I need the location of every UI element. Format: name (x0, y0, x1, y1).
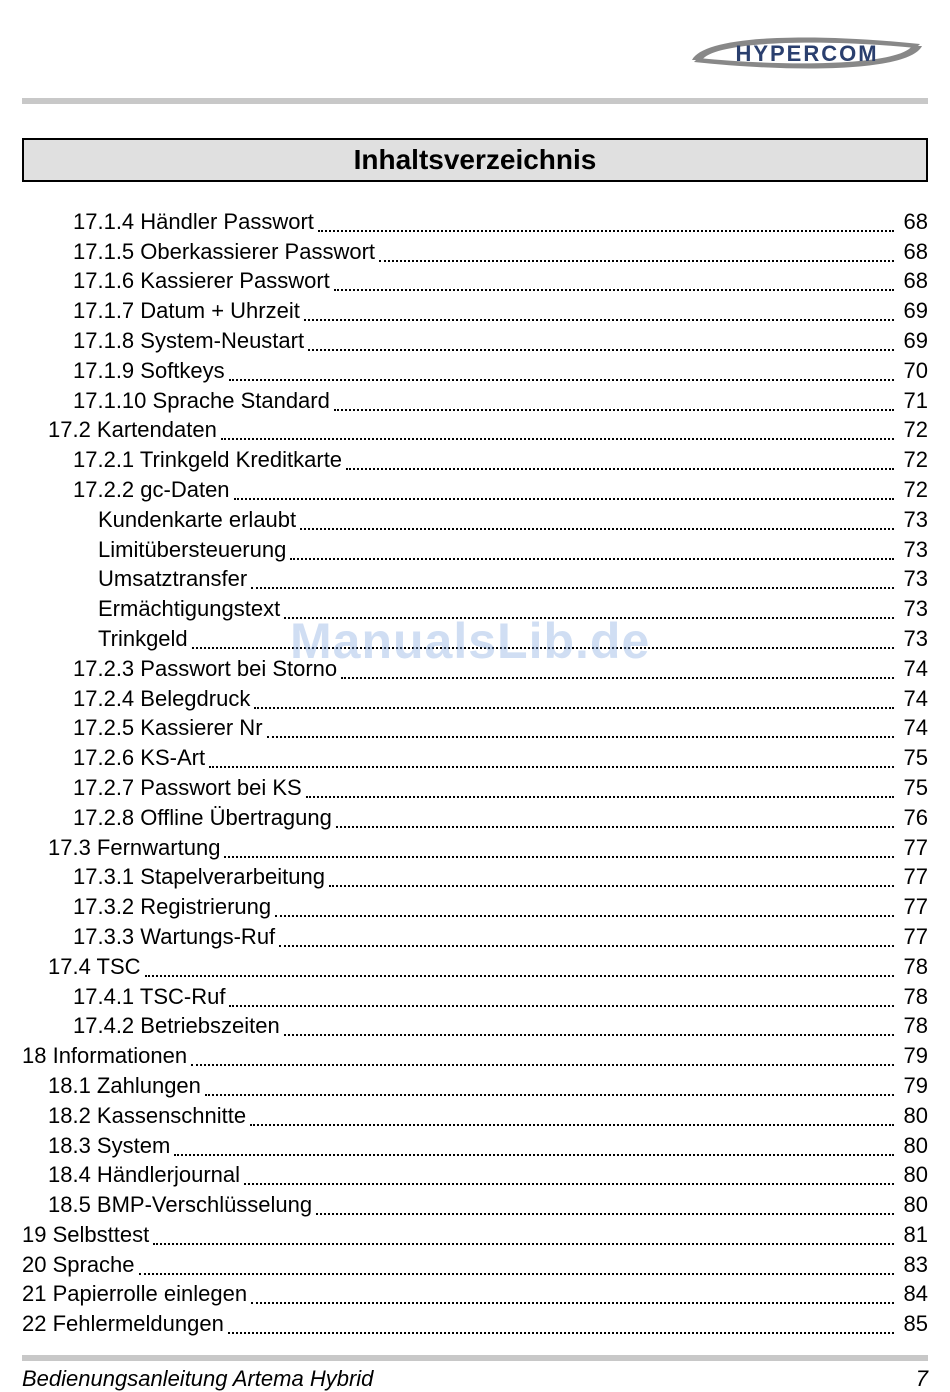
toc-entry-page: 73 (903, 596, 928, 622)
toc-entry[interactable] (22, 205, 928, 235)
toc-leader-dots (334, 387, 894, 411)
toc-entry-label: Kundenkarte erlaubt (98, 506, 297, 532)
toc-entry-page: 72 (903, 476, 928, 502)
toc-entry-page: 77 (903, 864, 928, 890)
toc-entry-page: 79 (903, 1072, 928, 1098)
watermark: ManualsLib.de (290, 613, 651, 669)
toc-entry-label: 18.3 System (48, 1132, 171, 1158)
toc-leader-dots (229, 983, 894, 1007)
toc-entry-label: 17.2 Kartendaten (48, 417, 217, 443)
toc-entry-label: 17.3 Fernwartung (48, 834, 221, 860)
toc-leader-dots (308, 327, 894, 351)
toc-entry[interactable] (22, 1129, 928, 1159)
toc-entry-page: 75 (903, 774, 928, 800)
toc-entry-label: 17.1.10 Sprache Standard (73, 387, 330, 413)
toc-leader-dots (290, 536, 894, 560)
toc-entry-label: 17.1.8 System-Neustart (73, 327, 305, 353)
toc-entry-page: 77 (903, 834, 928, 860)
toc-entry-page: 68 (903, 238, 928, 264)
toc-leader-dots (205, 1072, 894, 1096)
toc-entry-label: 17.1.7 Datum + Uhrzeit (73, 298, 300, 324)
toc-entry[interactable] (22, 1218, 928, 1248)
toc-leader-dots (279, 923, 894, 947)
toc-entry[interactable] (22, 1099, 928, 1129)
footer-page-number: 7 (915, 1366, 928, 1391)
toc-entry[interactable] (22, 324, 928, 354)
toc-leader-dots (275, 893, 894, 917)
toc-leader-dots (254, 685, 894, 709)
toc-leader-dots (251, 1280, 894, 1304)
toc-entry-label: 22 Fehlermeldungen (22, 1311, 224, 1337)
toc-entry-page: 68 (903, 268, 928, 294)
toc-leader-dots (221, 416, 894, 440)
toc-leader-dots (139, 1251, 894, 1275)
table-of-contents (22, 205, 928, 1337)
toc-entry-page: 72 (903, 417, 928, 443)
toc-entry-label: 17.4.1 TSC-Ruf (73, 983, 226, 1009)
toc-entry-label: Umsatztransfer (98, 566, 248, 592)
toc-entry[interactable] (22, 384, 928, 414)
toc-entry-label: 20 Sprache (22, 1251, 135, 1277)
toc-entry-label: 18.4 Händlerjournal (48, 1162, 241, 1188)
toc-entry[interactable] (22, 1010, 928, 1040)
toc-leader-dots (334, 267, 894, 291)
toc-entry[interactable] (22, 533, 928, 563)
toc-entry-page: 84 (903, 1281, 928, 1307)
toc-entry[interactable] (22, 980, 928, 1010)
toc-leader-dots (250, 1102, 894, 1126)
toc-entry-label: 17.2.4 Belegdruck (73, 685, 251, 711)
toc-leader-dots (267, 714, 894, 738)
toc-entry-label: 17.2.3 Passwort bei Storno (73, 655, 338, 681)
toc-entry[interactable] (22, 801, 928, 831)
toc-entry-label: 17.4 TSC (48, 953, 141, 979)
toc-entry-label: 17.3.2 Registrierung (73, 894, 272, 920)
toc-entry[interactable] (22, 473, 928, 503)
toc-entry-label: 17.1.6 Kassierer Passwort (73, 268, 330, 294)
toc-leader-dots (234, 476, 894, 500)
toc-entry-page: 68 (903, 208, 928, 234)
toc-entry[interactable] (22, 503, 928, 533)
toc-entry-label: 18 Informationen (22, 1043, 188, 1069)
toc-entry-page: 78 (903, 983, 928, 1009)
toc-entry[interactable] (22, 950, 928, 980)
title-box (22, 138, 928, 182)
toc-entry-page: 83 (903, 1251, 928, 1277)
toc-entry-label: 18.1 Zahlungen (48, 1072, 201, 1098)
toc-entry[interactable] (22, 712, 928, 742)
toc-entry-page: 72 (903, 447, 928, 473)
toc-entry-label: 17.2.2 gc-Daten (73, 476, 230, 502)
toc-leader-dots (304, 297, 894, 321)
toc-entry-page: 80 (903, 1132, 928, 1158)
toc-entry-label: 17.2.5 Kassierer Nr (73, 715, 263, 741)
footer-rule (22, 1355, 928, 1361)
toc-entry-label: 18.5 BMP-Verschlüsselung (48, 1192, 313, 1218)
toc-entry-page: 74 (903, 655, 928, 681)
toc-entry-label: 17.2.8 Offline Übertragung (73, 804, 332, 830)
page-title: Inhaltsverzeichnis (353, 144, 597, 175)
toc-entry-label: 17.1.5 Oberkassierer Passwort (73, 238, 376, 264)
toc-entry-page: 79 (903, 1043, 928, 1069)
toc-entry[interactable] (22, 265, 928, 295)
toc-leader-dots (145, 953, 894, 977)
toc-entry-label: 17.2.6 KS-Art (73, 745, 206, 771)
toc-entry[interactable] (22, 920, 928, 950)
toc-leader-dots (224, 834, 894, 858)
toc-entry-label: 19 Selbsttest (22, 1221, 150, 1247)
toc-entry[interactable] (22, 1248, 928, 1278)
toc-entry-label: 17.1.4 Händler Passwort (73, 208, 314, 234)
toc-entry[interactable] (22, 771, 928, 801)
toc-leader-dots (191, 1042, 894, 1066)
toc-entry[interactable] (22, 741, 928, 771)
toc-entry-page: 80 (903, 1162, 928, 1188)
toc-entry-label: Limitübersteuerung (98, 536, 287, 562)
toc-leader-dots (244, 1161, 894, 1185)
toc-entry[interactable] (22, 1188, 928, 1218)
toc-entry[interactable] (22, 1278, 928, 1308)
toc-entry-page: 80 (903, 1192, 928, 1218)
toc-entry[interactable] (22, 1159, 928, 1189)
toc-entry-page: 73 (903, 566, 928, 592)
toc-entry[interactable] (22, 831, 928, 861)
toc-entry-page: 80 (903, 1102, 928, 1128)
toc-entry-page: 73 (903, 506, 928, 532)
toc-entry-label: 17.3.1 Stapelverarbeitung (73, 864, 325, 890)
toc-entry-page: 81 (903, 1221, 928, 1247)
toc-entry[interactable] (22, 294, 928, 324)
toc-entry-page: 78 (903, 1013, 928, 1039)
toc-leader-dots (251, 565, 894, 589)
toc-entry-label: Trinkgeld (98, 625, 188, 651)
toc-entry-label: 18.2 Kassenschnitte (48, 1102, 247, 1128)
toc-entry-page: 75 (903, 745, 928, 771)
toc-entry-page: 70 (903, 357, 928, 383)
toc-leader-dots (346, 446, 894, 470)
toc-entry[interactable] (22, 890, 928, 920)
toc-leader-dots (379, 238, 894, 262)
toc-entry-page: 77 (903, 923, 928, 949)
toc-entry[interactable] (22, 414, 928, 444)
toc-entry-page: 69 (903, 298, 928, 324)
toc-leader-dots (209, 744, 894, 768)
footer-document-title: Bedienungsanleitung Artema Hybrid (22, 1366, 374, 1391)
toc-entry[interactable] (22, 861, 928, 891)
toc-entry-label: 17.2.1 Trinkgeld Kreditkarte (73, 447, 343, 473)
toc-entry-label: 17.4.2 Betriebszeiten (73, 1013, 280, 1039)
toc-leader-dots (284, 1012, 894, 1036)
toc-entry-label: 17.2.7 Passwort bei KS (73, 774, 302, 800)
toc-leader-dots (318, 208, 894, 232)
toc-leader-dots (300, 506, 894, 530)
toc-entry[interactable] (22, 1069, 928, 1099)
toc-entry[interactable] (22, 443, 928, 473)
toc-entry-label: 17.1.9 Softkeys (73, 357, 225, 383)
toc-entry[interactable] (22, 682, 928, 712)
toc-entry-page: 77 (903, 894, 928, 920)
toc-entry-page: 73 (903, 536, 928, 562)
logo-text: HYPERCOM (735, 41, 879, 66)
toc-leader-dots (174, 1132, 894, 1156)
toc-entry-page: 74 (903, 715, 928, 741)
toc-leader-dots (336, 804, 894, 828)
toc-entry[interactable] (22, 1039, 928, 1069)
toc-leader-dots (229, 357, 894, 381)
hypercom-logo-graphic (684, 30, 930, 76)
toc-entry[interactable] (22, 235, 928, 265)
toc-leader-dots (329, 863, 894, 887)
toc-entry-label: Ermächtigungstext (98, 596, 281, 622)
hypercom-logo (684, 30, 930, 76)
toc-entry-page: 76 (903, 804, 928, 830)
toc-entry-page: 78 (903, 953, 928, 979)
toc-leader-dots (153, 1221, 894, 1245)
toc-entry-page: 74 (903, 685, 928, 711)
toc-entry-page: 71 (903, 387, 928, 413)
header-rule (22, 98, 928, 104)
toc-entry-label: 17.3.3 Wartungs-Ruf (73, 923, 276, 949)
toc-entry-label: 21 Papierrolle einlegen (22, 1281, 248, 1307)
toc-leader-dots (306, 774, 894, 798)
toc-leader-dots (316, 1191, 894, 1215)
toc-leader-dots (228, 1310, 894, 1334)
toc-entry-page: 69 (903, 327, 928, 353)
toc-entry[interactable] (22, 1307, 928, 1337)
toc-entry-page: 73 (903, 625, 928, 651)
toc-entry[interactable] (22, 563, 928, 593)
toc-entry-page: 85 (903, 1311, 928, 1337)
toc-entry[interactable] (22, 354, 928, 384)
